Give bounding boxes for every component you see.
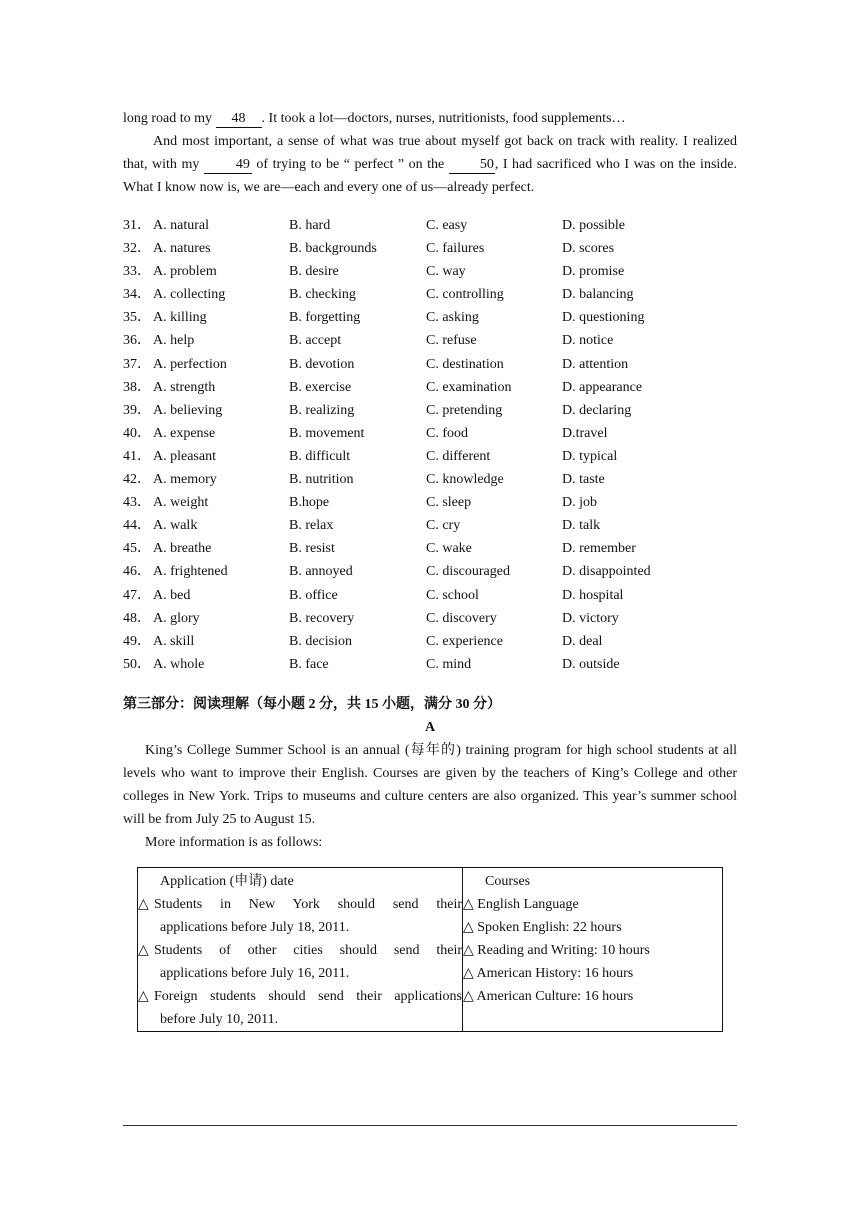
course-item: △ Spoken English: 22 hours (463, 920, 622, 935)
option-d: D. attention (562, 356, 629, 372)
option-b: B. checking (289, 287, 356, 303)
option-c: C. cry (426, 518, 461, 534)
option-c: C. controlling (426, 287, 504, 303)
option-a: A. killing (153, 310, 207, 326)
question-row (123, 491, 737, 514)
question-row (123, 537, 737, 560)
application-item-line2: applications before July 16, 2011. (160, 966, 350, 981)
application-item-line2: applications before July 18, 2011. (160, 920, 350, 935)
application-item (138, 985, 462, 1008)
option-d: D. taste (562, 472, 605, 488)
option-b: B. hard (289, 218, 331, 233)
option-a: A. strength (153, 379, 216, 395)
question-row (123, 237, 737, 260)
question-row (123, 422, 737, 445)
option-d: D. possible (562, 218, 625, 233)
option-a: A. natures (153, 241, 211, 257)
question-number: 48． (123, 610, 151, 626)
question-row (123, 560, 737, 583)
option-a: A. pleasant (153, 448, 216, 464)
triangle-bullet-icon: △ (138, 943, 149, 958)
option-d: D. declaring (562, 402, 632, 418)
option-a: A. problem (153, 264, 217, 280)
option-b: B. desire (289, 264, 339, 280)
question-number: 44． (123, 518, 151, 534)
option-c: C. sleep (426, 495, 472, 511)
blank-49: 49 (204, 156, 252, 174)
question-row (123, 353, 737, 376)
option-a: A. collecting (153, 287, 226, 303)
question-row (123, 283, 737, 306)
question-number: 43． (123, 495, 151, 511)
question-row (123, 514, 737, 537)
option-b: B. nutrition (289, 472, 354, 488)
question-number: 40． (123, 425, 151, 441)
question-number: 36． (123, 333, 151, 349)
courses-header: Courses (485, 874, 531, 889)
option-c: C. wake (426, 541, 472, 557)
option-d: D. deal (562, 633, 603, 649)
option-d: D. scores (562, 241, 615, 257)
courses-cell (463, 868, 723, 1032)
course-item: △ American History: 16 hours (463, 966, 634, 981)
option-b: B. movement (289, 425, 365, 441)
option-a: A. breathe (153, 541, 212, 557)
question-row (123, 306, 737, 329)
more-info-line: More information is as follows: (145, 834, 323, 850)
application-item-line1: Foreign students should send their applications (154, 989, 462, 1004)
application-header: Application (申请) date (160, 874, 294, 889)
course-item: △ Reading and Writing: 10 hours (463, 943, 650, 958)
question-row (123, 214, 737, 237)
question-row (123, 399, 737, 422)
option-a: A. glory (153, 610, 200, 626)
question-row (123, 445, 737, 468)
passage-a-intro: King’s College Summer School is an annual (每年的) training program for high school students at all levels who want to improve their English. Courses are given by the teachers of King’s College and other colleges in New York. Trips to museums and culture centers are also organized. This year’s summer school will be from July 25 to August 15. (123, 742, 737, 827)
option-b: B.hope (289, 495, 330, 511)
option-b: B. office (289, 587, 338, 603)
option-b: B. accept (289, 333, 342, 349)
option-a: A. frightened (153, 564, 228, 580)
option-c: C. pretending (426, 402, 503, 418)
option-d: D. hospital (562, 587, 624, 603)
option-d: D. questioning (562, 310, 645, 326)
question-number: 45． (123, 541, 151, 557)
option-d: D. appearance (562, 379, 643, 395)
option-b: B. face (289, 656, 329, 672)
option-b: B. devotion (289, 356, 355, 372)
option-a: A. bed (153, 587, 191, 603)
option-c: C. knowledge (426, 472, 504, 488)
question-number: 46． (123, 564, 151, 580)
question-number: 38． (123, 379, 151, 395)
option-b: B. resist (289, 541, 335, 557)
option-a: A. walk (153, 518, 198, 534)
course-item: △ American Culture: 16 hours (463, 989, 634, 1004)
option-d: D. talk (562, 518, 601, 534)
option-d: D. promise (562, 264, 625, 280)
option-a: A. expense (153, 425, 216, 441)
option-c: C. experience (426, 633, 503, 649)
application-item (138, 939, 462, 962)
course-item: △ English Language (463, 897, 579, 912)
question-row (123, 653, 737, 676)
option-c: C. asking (426, 310, 479, 326)
application-item-line1: Students of other cities should send their (154, 943, 462, 958)
question-row (123, 260, 737, 283)
option-c: C. food (426, 425, 468, 441)
course-items (463, 893, 722, 1008)
option-c: C. mind (426, 656, 472, 672)
question-number: 49． (123, 633, 151, 649)
text-span: long road to my (123, 111, 216, 126)
passage-line-1 (123, 107, 737, 130)
question-number: 41． (123, 448, 151, 464)
option-c: C. school (426, 587, 479, 603)
option-b: B. backgrounds (289, 241, 377, 257)
question-number: 32． (123, 241, 151, 257)
question-number: 35． (123, 310, 151, 326)
option-a: A. perfection (153, 356, 227, 372)
blank-48: 48 (216, 110, 262, 128)
passage-paragraph-2 (123, 130, 737, 199)
question-row (123, 329, 737, 352)
option-c: C. failures (426, 241, 485, 257)
option-a: A. natural (153, 218, 209, 233)
question-number: 47． (123, 587, 151, 603)
question-row (123, 630, 737, 653)
option-d: D. job (562, 495, 597, 511)
option-b: B. recovery (289, 610, 355, 626)
option-c: C. discovery (426, 610, 497, 626)
option-c: C. destination (426, 356, 504, 372)
option-a: A. weight (153, 495, 209, 511)
option-c: C. different (426, 448, 491, 464)
option-d: D.travel (562, 425, 608, 441)
application-date-cell (138, 868, 463, 1032)
option-b: B. difficult (289, 448, 351, 464)
option-d: D. remember (562, 541, 636, 557)
footer-divider (123, 1125, 737, 1126)
application-item (138, 893, 462, 916)
option-a: A. believing (153, 402, 223, 418)
option-c: C. refuse (426, 333, 477, 349)
question-options-list (123, 214, 737, 676)
question-row (123, 607, 737, 630)
option-d: D. notice (562, 333, 614, 349)
application-item-line2: before July 10, 2011. (160, 1012, 279, 1027)
option-c: C. way (426, 264, 466, 280)
option-d: D. typical (562, 448, 618, 464)
question-number: 50． (123, 656, 151, 672)
option-c: C. examination (426, 379, 512, 395)
text-span: And most important, a sense of what was true about myself got back on track with reality. I realized that, with my (123, 134, 737, 172)
option-a: A. help (153, 333, 195, 349)
question-row (123, 468, 737, 491)
application-items (138, 893, 462, 1031)
question-number: 42． (123, 472, 151, 488)
section-3-title: 第三部分：阅读理解（每小题 2 分，共 15 小题，满分 30 分） (123, 696, 501, 712)
question-number: 34． (123, 287, 151, 303)
option-b: B. realizing (289, 402, 355, 418)
option-b: B. annoyed (289, 564, 353, 580)
question-row (123, 376, 737, 399)
text-span: . It took a lot—doctors, nurses, nutritionists, food supplements… (261, 111, 626, 126)
option-a: A. whole (153, 656, 205, 672)
option-d: D. outside (562, 656, 620, 672)
text-span: of trying to be “ perfect ” on the (251, 157, 449, 172)
option-c: C. discouraged (426, 564, 510, 580)
question-number: 33． (123, 264, 151, 280)
info-table (137, 867, 723, 1032)
blank-50: 50 (449, 156, 495, 174)
option-a: A. skill (153, 633, 195, 649)
triangle-bullet-icon: △ (138, 989, 153, 1004)
question-number: 31． (123, 218, 151, 233)
question-number: 37． (123, 356, 151, 372)
passage-letter: A (424, 719, 436, 735)
option-d: D. balancing (562, 287, 634, 303)
option-b: B. forgetting (289, 310, 361, 326)
question-row (123, 584, 737, 607)
document-body (123, 107, 737, 854)
application-item-line1: Students in New York should send their (154, 897, 462, 912)
option-b: B. decision (289, 633, 352, 649)
option-d: D. disappointed (562, 564, 651, 580)
option-d: D. victory (562, 610, 619, 626)
question-number: 39． (123, 402, 151, 418)
option-c: C. easy (426, 218, 468, 233)
triangle-bullet-icon: △ (138, 897, 149, 912)
option-b: B. relax (289, 518, 334, 534)
option-b: B. exercise (289, 379, 352, 395)
text-span: , I had sacrificed who I was on the inside. What I know now is, we are—each and every one of us—already perfect. (123, 157, 737, 195)
option-a: A. memory (153, 472, 217, 488)
